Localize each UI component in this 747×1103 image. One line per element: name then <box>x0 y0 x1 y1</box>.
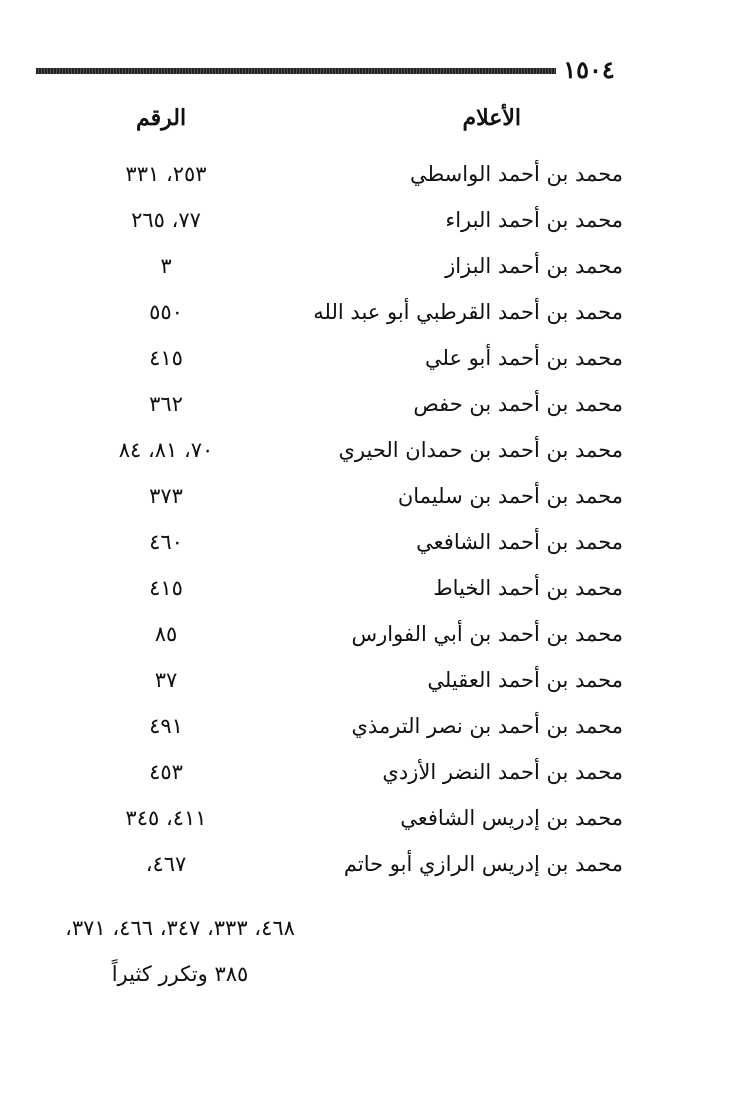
entry-name: محمد بن أحمد القرطبي أبو عبد الله <box>313 300 623 324</box>
entry-numbers: ٣٧ <box>154 668 178 692</box>
entry-name: محمد بن أحمد الواسطي <box>409 162 623 186</box>
entry-name: محمد بن أحمد البزاز <box>445 254 623 278</box>
index-entry <box>0 338 747 384</box>
index-entry <box>0 798 747 844</box>
page-number: ١٥٠٤ <box>563 55 615 84</box>
entry-numbers: ٤١١، ٣٤٥ <box>125 806 207 830</box>
numbers-column-header: الرقم <box>136 105 187 131</box>
entry-name: محمد بن أحمد الخياط <box>433 576 623 600</box>
index-entry <box>0 292 747 338</box>
entry-name: محمد بن أحمد الشافعي <box>416 530 623 554</box>
entry-name: محمد بن أحمد بن نصر الترمذي <box>351 714 623 738</box>
entry-numbers: ٨٥ <box>154 622 178 646</box>
entry-numbers: ٥٥٠ <box>149 300 183 324</box>
index-entry <box>0 476 747 522</box>
header-rule <box>36 68 556 74</box>
index-entry <box>0 752 747 798</box>
index-entry <box>0 844 747 890</box>
index-entry <box>0 430 747 476</box>
entry-name: محمد بن أحمد بن سليمان <box>397 484 623 508</box>
entry-numbers: ٣٦٢ <box>149 392 183 416</box>
entry-numbers: ٣٧٣ <box>149 484 183 508</box>
entry-numbers: ٤٥٣ <box>149 760 183 784</box>
entry-numbers: ٤٩١ <box>149 714 183 738</box>
names-column-header: الأعلام <box>462 105 521 131</box>
index-entry <box>0 200 747 246</box>
entry-numbers: ٤١٥ <box>149 576 183 600</box>
entry-name: محمد بن إدريس الرازي أبو حاتم <box>343 852 623 876</box>
entry-name: محمد بن أحمد بن حمدان الحيري <box>338 438 623 462</box>
index-entry <box>0 706 747 752</box>
index-entry <box>0 384 747 430</box>
index-entry <box>0 246 747 292</box>
entry-numbers: ٤١٥ <box>149 346 183 370</box>
entry-numbers: ٧٠، ٨١، ٨٤ <box>118 438 214 462</box>
index-entry <box>0 154 747 200</box>
entry-numbers: ٤٦٠ <box>149 530 183 554</box>
entry-name: محمد بن أحمد العقيلي <box>427 668 623 692</box>
entry-numbers-continuation: ٤٦٨، ٣٣٣، ٣٤٧، ٤٦٦، ٣٧١، <box>65 916 295 940</box>
index-entries <box>0 154 747 890</box>
entry-name: محمد بن أحمد البراء <box>445 208 623 232</box>
entry-numbers: ٧٧، ٢٦٥ <box>131 208 201 232</box>
entry-name: محمد بن أحمد أبو علي <box>425 346 623 370</box>
entry-name: محمد بن أحمد النضر الأزدي <box>382 760 623 784</box>
entry-numbers: ٤٦٧، <box>145 852 187 876</box>
index-entry <box>0 660 747 706</box>
index-entry <box>0 568 747 614</box>
entry-numbers: ٣ <box>160 254 172 278</box>
entry-name: محمد بن إدريس الشافعي <box>400 806 623 830</box>
index-entry <box>0 522 747 568</box>
entry-name: محمد بن أحمد بن حفص <box>413 392 623 416</box>
index-entry <box>0 614 747 660</box>
entry-name: محمد بن أحمد بن أبي الفوارس <box>351 622 623 646</box>
entry-numbers: ٢٥٣، ٣٣١ <box>125 162 207 186</box>
entry-numbers-continuation-end: ٣٨٥ وتكرر كثيراً <box>111 962 249 986</box>
